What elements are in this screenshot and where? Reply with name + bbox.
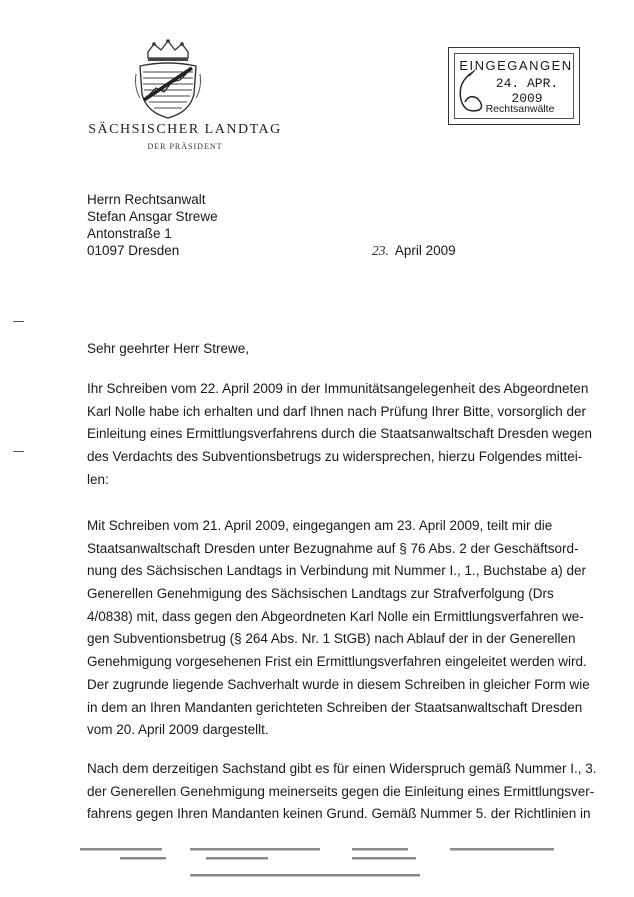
- text-line: Mit Schreiben vom 21. April 2009, eingegangen am 23. April 2009, teilt mir die: [87, 518, 553, 533]
- text-line: Nach dem derzeitigen Sachstand gibt es für einen Widerspruch gemäß Nummer I., 3.: [87, 761, 597, 776]
- text-line: Der zugrunde liegende Sachverhalt wurde in diesem Schreiben in gleicher Form wie: [87, 676, 590, 692]
- letter-date-month-year: April 2009: [394, 243, 456, 258]
- coat-of-arms-logo: [134, 38, 202, 122]
- text-line: 4/0838) mit, dass gegen den Abgeordneten Karl Nolle ein Ermittlungsverfahren we-: [87, 608, 584, 624]
- text-line: Einleitung eines Ermittlungsverfahrens durch die Staatsanwaltschaft Dresden wegen: [87, 426, 593, 442]
- footer-fine-print-marks: [80, 845, 570, 885]
- paragraph-2: [87, 515, 590, 742]
- text-line: Staatsanwaltschaft Dresden unter Bezugnahme auf § 76 Abs. 2 der Geschäftsord-: [87, 540, 579, 556]
- stamp-date: 24. APR. 2009: [495, 76, 559, 106]
- fold-mark: [13, 451, 24, 452]
- address-line: Stefan Ansgar Strewe: [87, 209, 218, 224]
- text-line: Karl Nolle habe ich erhalten und darf Ihnen nach Prüfung Ihrer Bitte, vorsorglich der: [87, 403, 587, 419]
- handwritten-initials-icon: [451, 66, 491, 116]
- text-line: Generellen Genehmigung des Sächsischen Landtags zur Strafverfolgung (Drs: [87, 586, 554, 602]
- paragraph-1: [87, 378, 593, 491]
- institution-name: SÄCHSISCHER LANDTAG: [88, 122, 282, 137]
- letter-date-day: 23.: [372, 243, 389, 258]
- fold-mark: [13, 321, 24, 322]
- salutation: Sehr geehrter Herr Strewe,: [87, 341, 250, 356]
- letterhead-footer: [80, 845, 570, 887]
- text-line: in dem an Ihren Mandanten gerichteten Schreiben der Staatsanwaltschaft Dresden: [87, 699, 583, 715]
- address-line: Antonstraße 1: [87, 226, 172, 241]
- text-line: gen Subventionsbetrug (§ 264 Abs. Nr. 1 StGB) nach Ablauf der in der Generellen: [87, 631, 576, 647]
- text-line: len:: [87, 471, 109, 487]
- text-line: des Verdachts des Subventionsbetrugs zu widersprechen, hierzu Folgendes mittei-: [87, 449, 583, 465]
- address-line: Herrn Rechtsanwalt: [87, 192, 206, 207]
- letter-date: [372, 243, 456, 259]
- office-title: DER PRÄSIDENT: [147, 142, 223, 151]
- stamp-org: Rechtsanwälte: [485, 103, 555, 115]
- text-line: vom 20. April 2009 dargestellt.: [87, 722, 269, 738]
- paragraph-3: [87, 758, 597, 826]
- address-line: 01097 Dresden: [87, 243, 180, 258]
- received-stamp: [448, 47, 580, 125]
- text-line: nung des Sächsischen Landtags in Verbindung mit Nummer I., 1., Buchstabe a) der: [87, 563, 587, 579]
- recipient-address: [87, 191, 218, 259]
- stamp-title: EINGEGANGEN: [459, 58, 573, 73]
- text-line: Genehmigung vorgesehenen Frist ein Ermittlungsverfahren eingeleitet werden wird.: [87, 654, 587, 670]
- text-line: der Generellen Genehmigung meinerseits gegen die Einleitung eines Ermittlungsver-: [87, 783, 595, 799]
- text-line: fahrens gegen Ihren Mandanten keinen Grund. Gemäß Nummer 5. der Richtlinien in: [87, 806, 591, 822]
- text-line: Ihr Schreiben vom 22. April 2009 in der Immunitätsangelegenheit des Abgeordneten: [87, 381, 589, 396]
